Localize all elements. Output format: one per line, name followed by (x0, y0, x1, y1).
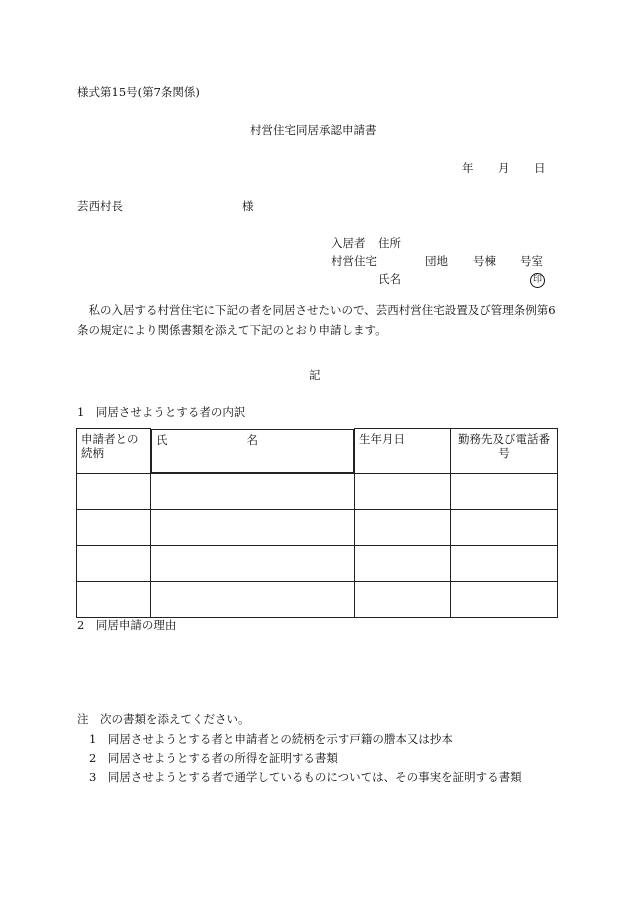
column-header-name-right: 名 (246, 432, 258, 447)
birth-cell[interactable] (355, 473, 451, 509)
relation-cell[interactable] (77, 545, 151, 581)
table-row (77, 545, 558, 581)
column-header-relation: 申請者との続柄 (77, 429, 151, 474)
work-cell[interactable] (451, 581, 558, 617)
relation-cell[interactable] (77, 581, 151, 617)
page-title: 村営住宅同居承認申請書 (250, 123, 377, 137)
name-cell[interactable] (151, 473, 355, 509)
birth-cell[interactable] (355, 545, 451, 581)
note-item: 2 同居させようとする者の所得を証明する書類 (89, 751, 338, 765)
work-cell[interactable] (451, 545, 558, 581)
relation-cell[interactable] (77, 509, 151, 545)
name-label: 氏名 (378, 272, 401, 286)
housing-label: 村営住宅 (331, 254, 377, 268)
building-label: 号棟 (473, 254, 496, 268)
complex-label: 団地 (425, 254, 448, 268)
note-item: 1 同居させようとする者と申請者との続柄を示す戸籍の謄本又は抄本 (89, 732, 453, 746)
application-statement: 私の入居する村営住宅に下記の者を同居させたいので、芸西村営住宅設置及び管理条例第6条の規定により関係書類を添えて下記のとおり申請します。 (77, 303, 556, 337)
birth-cell[interactable] (355, 581, 451, 617)
work-cell[interactable] (451, 473, 558, 509)
column-header-birth: 生年月日 (355, 429, 451, 474)
form-number: 様式第15号(第7条関係) (77, 85, 200, 99)
address-label: 住所 (378, 236, 401, 250)
applicant-label: 入居者 (331, 236, 366, 250)
column-header-name-left: 氏 (156, 432, 168, 447)
date-month-label: 月 (498, 161, 510, 175)
table-row (77, 473, 558, 509)
column-header-work: 勤務先及び電話番号 (451, 429, 558, 474)
work-cell[interactable] (451, 509, 558, 545)
name-cell[interactable] (151, 545, 355, 581)
seal-mark (530, 273, 545, 288)
table-row (77, 581, 558, 617)
table-row (77, 509, 558, 545)
table-header-row (77, 429, 558, 474)
seal-icon: 印 (530, 273, 545, 288)
section1-heading: 1 同居させようとする者の内訳 (77, 405, 246, 419)
room-label: 号室 (520, 254, 543, 268)
relation-cell[interactable] (77, 473, 151, 509)
note-item: 3 同居させようとする者で通学しているものについては、その事実を証明する書類 (89, 770, 522, 784)
addressee-name: 芸西村長 (77, 199, 123, 213)
name-cell[interactable] (151, 581, 355, 617)
date-year-label: 年 (462, 161, 474, 175)
birth-cell[interactable] (355, 509, 451, 545)
column-header-name (151, 429, 354, 473)
cohabitant-table (76, 428, 558, 618)
notes-heading: 注 次の書類を添えてください。 (77, 712, 250, 726)
date-day-label: 日 (534, 161, 546, 175)
ki-heading: 記 (309, 368, 321, 382)
name-cell[interactable] (151, 509, 355, 545)
addressee-honorific: 様 (242, 199, 254, 213)
section2-heading: 2 同居申請の理由 (77, 618, 177, 632)
